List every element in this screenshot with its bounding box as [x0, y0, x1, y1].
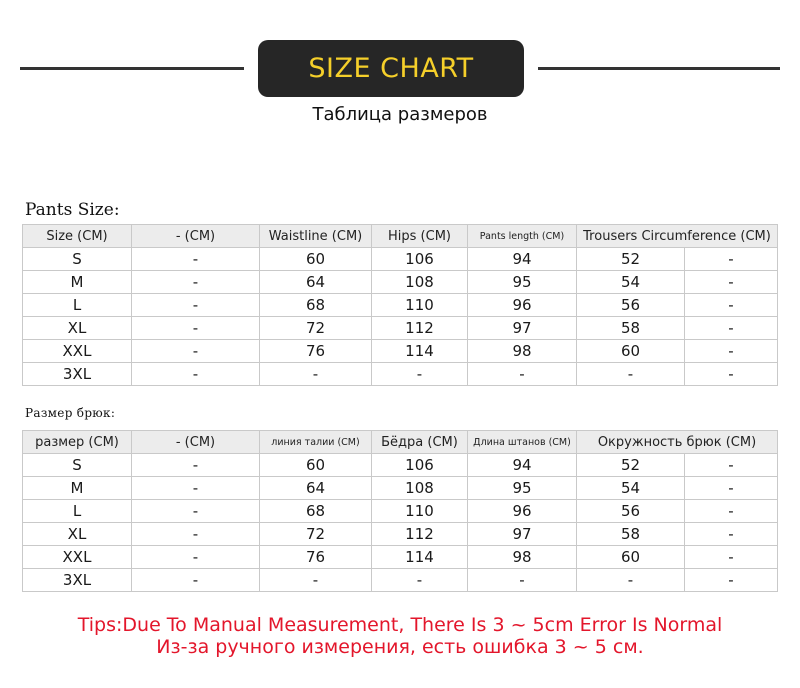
table-cell: 96	[468, 500, 577, 523]
table-header-row	[23, 225, 778, 248]
pants-size-label: Pants Size:	[25, 200, 120, 220]
table-cell: -	[372, 569, 468, 592]
table-cell: 97	[468, 317, 577, 340]
table-cell: 110	[372, 294, 468, 317]
tips-note	[0, 614, 800, 658]
table-row	[23, 454, 778, 477]
table-cell: -	[577, 363, 685, 386]
table-cell: 60	[577, 340, 685, 363]
table-header-row	[23, 431, 778, 454]
table-cell: -	[132, 248, 260, 271]
size-chart-subtitle: Таблица размеров	[312, 104, 488, 125]
table-cell: 64	[260, 477, 372, 500]
table-cell: -	[685, 477, 778, 500]
table-row	[23, 477, 778, 500]
table-cell: -	[685, 271, 778, 294]
header-divider-left	[20, 67, 244, 70]
table-cell: 112	[372, 523, 468, 546]
table-cell: 72	[260, 317, 372, 340]
column-header: Hips (CM)	[372, 225, 468, 248]
table-body	[23, 454, 778, 592]
table-cell: -	[685, 248, 778, 271]
table-row	[23, 569, 778, 592]
table-cell: 58	[577, 523, 685, 546]
table-cell: 114	[372, 546, 468, 569]
table-cell: 54	[577, 477, 685, 500]
table-cell: 56	[577, 294, 685, 317]
table-body	[23, 248, 778, 386]
table-cell: 72	[260, 523, 372, 546]
table-cell: 108	[372, 477, 468, 500]
table-cell: XL	[23, 523, 132, 546]
table-cell: 60	[260, 248, 372, 271]
table-cell: XL	[23, 317, 132, 340]
column-header: Бёдра (CM)	[372, 431, 468, 454]
table-cell: 56	[577, 500, 685, 523]
table-cell: 114	[372, 340, 468, 363]
table-cell: -	[132, 340, 260, 363]
table-cell: 94	[468, 248, 577, 271]
table-row	[23, 317, 778, 340]
table-cell: -	[132, 363, 260, 386]
table-cell: -	[685, 500, 778, 523]
column-header: Waistline (CM)	[260, 225, 372, 248]
table-cell: 95	[468, 271, 577, 294]
header-divider-right	[538, 67, 780, 70]
column-header: размер (CM)	[23, 431, 132, 454]
tips-line-en: Tips:Due To Manual Measurement, There Is 3 ~ 5cm Error Is Normal	[77, 614, 723, 636]
table-cell: 52	[577, 248, 685, 271]
table-cell: 112	[372, 317, 468, 340]
table-cell: 54	[577, 271, 685, 294]
table-cell: L	[23, 294, 132, 317]
table-cell: -	[132, 317, 260, 340]
table-row	[23, 271, 778, 294]
table-row	[23, 340, 778, 363]
table-cell: -	[132, 294, 260, 317]
table-cell: M	[23, 477, 132, 500]
table-cell: M	[23, 271, 132, 294]
table-cell: -	[685, 363, 778, 386]
table-cell: 76	[260, 340, 372, 363]
table-cell: 68	[260, 500, 372, 523]
table-cell: L	[23, 500, 132, 523]
table-cell: -	[132, 500, 260, 523]
table-row	[23, 523, 778, 546]
table-cell: -	[132, 271, 260, 294]
size-chart-title: SIZE CHART	[258, 40, 524, 97]
table-cell: S	[23, 454, 132, 477]
table-cell: 97	[468, 523, 577, 546]
table-cell: S	[23, 248, 132, 271]
table-cell: -	[132, 546, 260, 569]
table-cell: -	[132, 477, 260, 500]
table-cell: 3XL	[23, 363, 132, 386]
column-header: Pants length (CM)	[468, 225, 577, 248]
table-row	[23, 546, 778, 569]
table-cell: -	[260, 569, 372, 592]
tips-line-ru: Из-за ручного измерения, есть ошибка 3 ~ 5 см.	[156, 636, 644, 658]
column-header: Size (CM)	[23, 225, 132, 248]
table-cell: -	[685, 454, 778, 477]
table-cell: 94	[468, 454, 577, 477]
table-cell: XXL	[23, 340, 132, 363]
table-row	[23, 294, 778, 317]
column-header: - (CM)	[132, 431, 260, 454]
table-cell: 98	[468, 340, 577, 363]
table-cell: 96	[468, 294, 577, 317]
table-cell: -	[685, 569, 778, 592]
table-cell: -	[260, 363, 372, 386]
table-cell: 64	[260, 271, 372, 294]
table-cell: 110	[372, 500, 468, 523]
table-cell: 95	[468, 477, 577, 500]
table-row	[23, 363, 778, 386]
table-cell: 68	[260, 294, 372, 317]
table-cell: 108	[372, 271, 468, 294]
table-cell: -	[685, 523, 778, 546]
pants-size-table-ru	[22, 430, 778, 592]
table-cell: XXL	[23, 546, 132, 569]
table-cell: -	[685, 340, 778, 363]
table-cell: -	[468, 569, 577, 592]
table-cell: -	[132, 523, 260, 546]
table-cell: -	[577, 569, 685, 592]
pants-size-table-en	[22, 224, 778, 386]
column-header: Trousers Circumference (CM)	[577, 225, 778, 248]
column-header: Длина штанов (CM)	[468, 431, 577, 454]
table-cell: -	[685, 546, 778, 569]
column-header: - (CM)	[132, 225, 260, 248]
table-cell: 60	[260, 454, 372, 477]
table-cell: 58	[577, 317, 685, 340]
table-cell: -	[685, 294, 778, 317]
table-cell: -	[132, 569, 260, 592]
table-cell: 52	[577, 454, 685, 477]
table-cell: 106	[372, 248, 468, 271]
table-cell: 60	[577, 546, 685, 569]
table-cell: -	[372, 363, 468, 386]
column-header: линия талии (CM)	[260, 431, 372, 454]
table-row	[23, 248, 778, 271]
table-cell: 106	[372, 454, 468, 477]
pants-size-label-ru: Размер брюк:	[25, 406, 116, 420]
table-cell: 3XL	[23, 569, 132, 592]
column-header: Окружность брюк (CM)	[577, 431, 778, 454]
table-row	[23, 500, 778, 523]
table-cell: -	[685, 317, 778, 340]
table-cell: -	[468, 363, 577, 386]
table-cell: -	[132, 454, 260, 477]
table-cell: 98	[468, 546, 577, 569]
table-cell: 76	[260, 546, 372, 569]
